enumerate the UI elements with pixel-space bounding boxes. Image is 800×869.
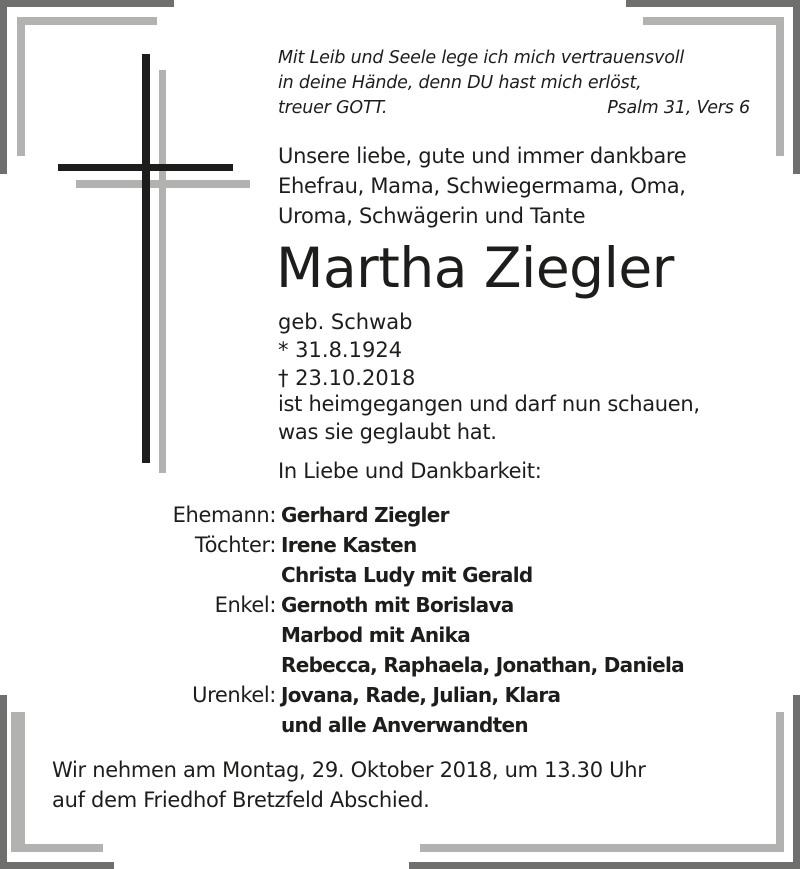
family-row xyxy=(140,590,684,620)
family-relation: Ehemann: xyxy=(172,503,276,527)
family-row xyxy=(140,710,684,740)
dates-row xyxy=(278,336,415,392)
frame-bar xyxy=(0,695,7,869)
family-list xyxy=(140,500,684,740)
family-names: Jovana, Rade, Julian, Klara xyxy=(281,683,561,707)
birth-date: * 31.8.1924 xyxy=(278,338,403,362)
frame-bar xyxy=(11,712,25,852)
cross-shadow-horizontal xyxy=(76,180,250,188)
psalm-line: treuer GOTT. xyxy=(278,98,388,118)
message-text xyxy=(278,390,700,446)
family-names: Gernoth mit Borislava xyxy=(281,593,514,617)
frame-bar xyxy=(17,17,25,156)
intro-line: Ehefrau, Mama, Schwiegermama, Oma, xyxy=(278,174,686,198)
frame-bar xyxy=(11,844,103,852)
frame-bar xyxy=(793,0,800,174)
frame-bar xyxy=(409,862,800,869)
death-date: † 23.10.2018 xyxy=(278,366,416,390)
frame-bar xyxy=(420,844,784,852)
frame-bar xyxy=(626,0,800,7)
family-row xyxy=(140,560,684,590)
life-dates xyxy=(278,308,415,392)
frame-bar xyxy=(776,17,784,156)
psalm-line: in deine Hände, denn DU hast mich erlöst, xyxy=(278,73,642,93)
family-row xyxy=(140,500,684,530)
intro-text xyxy=(278,141,686,231)
cross-vertical xyxy=(142,54,150,463)
frame-bar xyxy=(793,695,800,869)
frame-bar xyxy=(0,0,7,174)
family-relation: Töchter: xyxy=(194,533,276,557)
family-names: Gerhard Ziegler xyxy=(281,503,449,527)
family-relation xyxy=(140,560,281,590)
family-row xyxy=(140,620,684,650)
family-names: Rebecca, Raphaela, Jonathan, Daniela xyxy=(281,653,684,677)
deceased-name: Martha Ziegler xyxy=(276,236,674,300)
frame-bar xyxy=(17,17,157,25)
family-row xyxy=(140,530,684,560)
family-row xyxy=(140,650,684,680)
family-names: Marbod mit Anika xyxy=(281,623,470,647)
message-line: was sie geglaubt hat. xyxy=(278,420,497,444)
funeral-notice xyxy=(52,755,646,815)
funeral-line: Wir nehmen am Montag, 29. Oktober 2018, um 13.30 Uhr xyxy=(52,758,646,782)
intro-line: Unsere liebe, gute und immer dankbare xyxy=(278,144,687,168)
frame-bar xyxy=(0,862,114,869)
family-relation xyxy=(140,710,281,740)
gratitude-line: In Liebe und Dankbarkeit: xyxy=(278,459,542,483)
cross-shadow-vertical xyxy=(159,70,166,473)
psalm-last-line xyxy=(278,96,750,121)
family-relation: Enkel: xyxy=(214,593,276,617)
family-names: Irene Kasten xyxy=(281,533,417,557)
frame-bar xyxy=(776,712,784,852)
family-names: und alle Anverwandten xyxy=(281,713,528,737)
family-names: Christa Ludy mit Gerald xyxy=(281,563,533,587)
family-relation xyxy=(140,620,281,650)
family-relation xyxy=(140,650,281,680)
frame-bar xyxy=(0,0,174,7)
maiden-name: geb. Schwab xyxy=(278,310,413,334)
funeral-line: auf dem Friedhof Bretzfeld Abschied. xyxy=(52,788,430,812)
psalm-quote xyxy=(278,46,750,121)
message-line: ist heimgegangen und darf nun schauen, xyxy=(278,392,700,416)
frame-bar xyxy=(643,17,784,25)
family-row xyxy=(140,680,684,710)
psalm-line: Mit Leib und Seele lege ich mich vertrauensvoll xyxy=(278,48,685,68)
intro-line: Uroma, Schwägerin und Tante xyxy=(278,204,586,228)
psalm-source: Psalm 31, Vers 6 xyxy=(607,98,750,118)
family-relation: Urenkel: xyxy=(192,683,276,707)
cross-horizontal xyxy=(58,164,233,171)
